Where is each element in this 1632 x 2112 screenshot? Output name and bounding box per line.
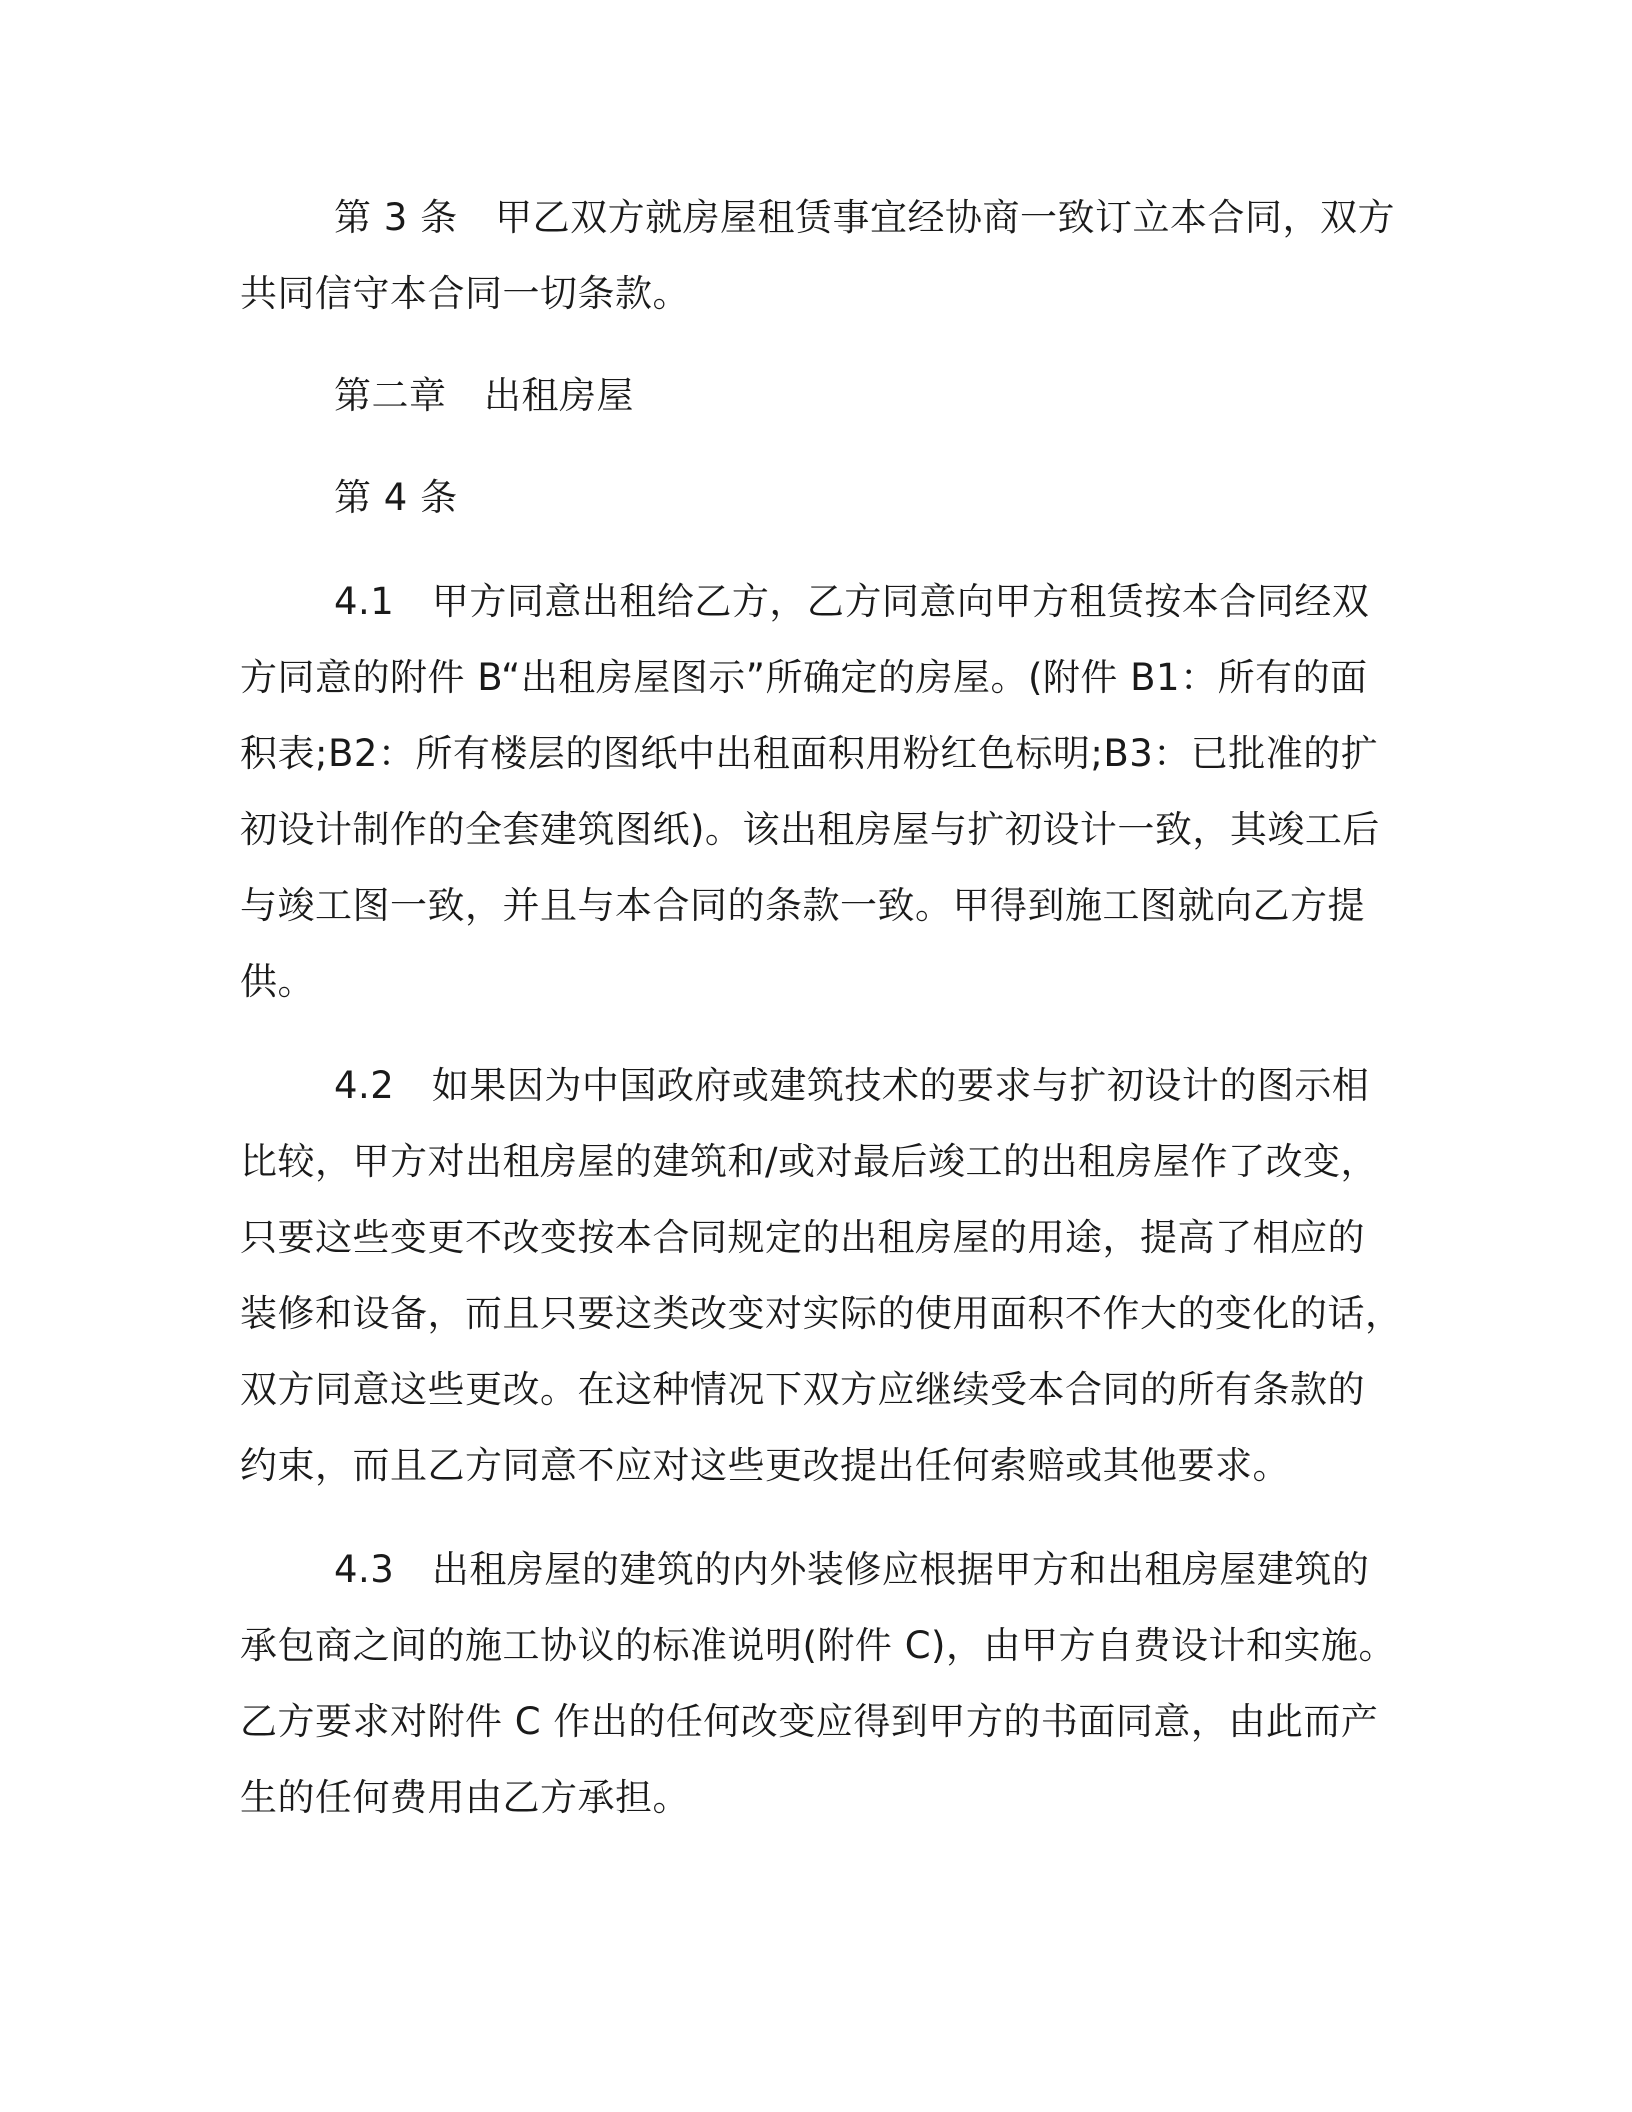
clause-4-1-line-1: 4.1 甲方同意出租给乙方，乙方同意向甲方租赁按本合同经双: [334, 580, 1370, 623]
clause-4-3-line-2: 承包商之间的施工协议的标准说明(附件 C)，由甲方自费设计和实施。: [240, 1624, 1396, 1667]
clause-4-1-line-2: 方同意的附件 B“出租房屋图示”所确定的房屋。(附件 B1：所有的面: [240, 656, 1368, 699]
clause-4-2-line-1: 4.2 如果因为中国政府或建筑技术的要求与扩初设计的图示相: [334, 1064, 1370, 1107]
clause-4-2-line-4: 装修和设备，而且只要这类改变对实际的使用面积不作大的变化的话，: [240, 1292, 1403, 1335]
clause-4-1-line-4: 初设计制作的全套建筑图纸)。该出租房屋与扩初设计一致，其竣工后: [240, 808, 1380, 851]
clause-4-1-line-5: 与竣工图一致，并且与本合同的条款一致。甲得到施工图就向乙方提: [240, 884, 1365, 927]
clause-4-2-line-5: 双方同意这些更改。在这种情况下双方应继续受本合同的所有条款的: [240, 1368, 1365, 1411]
clause-4-1-line-3: 积表;B2：所有楼层的图纸中出租面积用粉红色标明;B3：已批准的扩: [240, 732, 1379, 775]
clause-4-2-line-6: 约束，而且乙方同意不应对这些更改提出任何索赔或其他要求。: [240, 1444, 1290, 1487]
article-3-line-2: 共同信守本合同一切条款。: [240, 272, 690, 315]
clause-4-3-line-4: 生的任何费用由乙方承担。: [240, 1776, 690, 1819]
chapter-2-heading: 第二章 出租房屋: [334, 374, 634, 417]
clause-4-3-line-1: 4.3 出租房屋的建筑的内外装修应根据甲方和出租房屋建筑的: [334, 1548, 1370, 1591]
article-3-line-1: 第 3 条 甲乙双方就房屋租赁事宜经协商一致订立本合同，双方: [334, 196, 1396, 239]
clause-4-2-line-3: 只要这些变更不改变按本合同规定的出租房屋的用途，提高了相应的: [240, 1216, 1365, 1259]
article-4-heading: 第 4 条: [334, 476, 458, 519]
clause-4-3-line-3: 乙方要求对附件 C 作出的任何改变应得到甲方的书面同意，由此而产: [240, 1700, 1379, 1743]
clause-4-1-line-6: 供。: [240, 960, 315, 1003]
clause-4-2-line-2: 比较，甲方对出租房屋的建筑和/或对最后竣工的出租房屋作了改变，: [240, 1140, 1378, 1183]
